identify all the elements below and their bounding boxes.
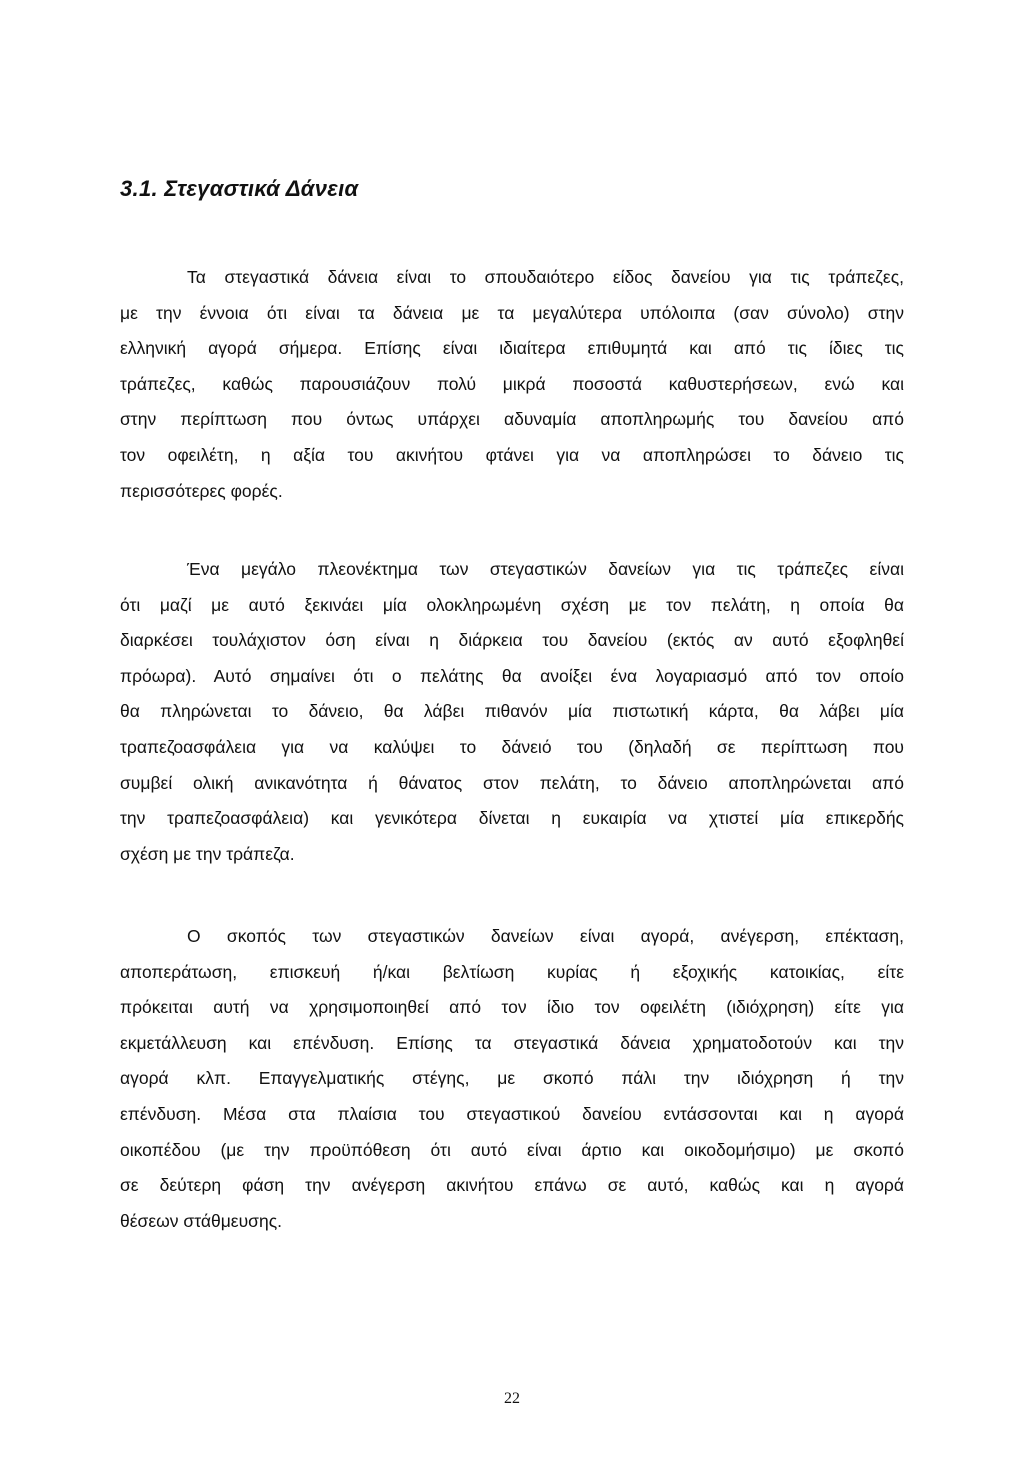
text-line: Τα στεγαστικά δάνεια είναι το σπουδαιότερο είδος δανείου για τις τράπεζες, <box>187 267 904 287</box>
text-line: Ένα μεγάλο πλεονέκτημα των στεγαστικών δανείων για τις τράπεζες είναι <box>187 559 904 579</box>
text-line: σε δεύτερη φάση την ανέγερση ακινήτου επάνω σε αυτό, καθώς και η αγορά <box>120 1175 904 1196</box>
paragraph-1 <box>120 260 904 509</box>
text-line: ότι μαζί με αυτό ξεκινάει μία ολοκληρωμένη σχέση με τον πελάτη, η οποία θα <box>120 594 904 615</box>
text-line: ελληνική αγορά σήμερα. Επίσης είναι ιδιαίτερα επιθυμητά και από τις ίδιες τις <box>120 338 904 359</box>
text-line: εκμετάλλευση και επένδυση. Επίσης τα στεγαστικά δάνεια χρηματοδοτούν και την <box>120 1032 904 1053</box>
text-line: πρόκειται αυτή να χρησιμοποιηθεί από τον ίδιο τον οφειλέτη (ιδιόχρηση) είτε για <box>120 997 904 1018</box>
text-line: στην περίπτωση που όντως υπάρχει αδυναμία αποπληρωμής του δανείου από <box>120 409 904 430</box>
text-line: σχέση με την τράπεζα. <box>120 843 295 864</box>
text-line: επένδυση. Μέσα στα πλαίσια του στεγαστικού δανείου εντάσσονται και η αγορά <box>120 1103 904 1124</box>
text-line: την τραπεζοασφάλεια) και γενικότερα δίνεται η ευκαιρία να χτιστεί μία επικερδής <box>120 808 904 829</box>
paragraph-3 <box>120 919 904 1239</box>
text-line: με την έννοια ότι είναι τα δάνεια με τα μεγαλύτερα υπόλοιπα (σαν σύνολο) στην <box>120 302 904 323</box>
text-line: συμβεί ολική ανικανότητα ή θάνατος στον πελάτη, το δάνειο αποπληρώνεται από <box>120 772 904 793</box>
text-line: τράπεζες, καθώς παρουσιάζουν πολύ μικρά ποσοστά καθυστερήσεων, ενώ και <box>120 373 904 394</box>
text-line: διαρκέσει τουλάχιστον όση είναι η διάρκεια του δανείου (εκτός αν αυτό εξοφληθεί <box>120 630 904 651</box>
text-line: θέσεων στάθμευσης. <box>120 1210 283 1231</box>
text-line: τραπεζοασφάλεια για να καλύψει το δάνειό του (δηλαδή σε περίπτωση που <box>120 736 904 757</box>
text-line: οικοπέδου (με την προϋπόθεση ότι αυτό είναι άρτιο και οικοδομήσιμο) με σκοπό <box>120 1139 904 1160</box>
paragraph-2 <box>120 552 904 872</box>
page-number: 22 <box>504 1390 520 1407</box>
text-line: θα πληρώνεται το δάνειο, θα λάβει πιθανόν μία πιστωτική κάρτα, θα λάβει μία <box>120 701 904 722</box>
text-line: Ο σκοπός των στεγαστικών δανείων είναι αγορά, ανέγερση, επέκταση, <box>187 926 904 946</box>
text-line: αγορά κλπ. Επαγγελματικής στέγης, με σκοπό πάλι την ιδιόχρηση ή την <box>120 1068 904 1089</box>
text-line: πρόωρα). Αυτό σημαίνει ότι ο πελάτης θα ανοίξει ένα λογαριασμό από τον οποίο <box>120 665 904 686</box>
text-line: περισσότερες φορές. <box>120 480 283 501</box>
text-line: αποπεράτωση, επισκευή ή/και βελτίωση κυρίας ή εξοχικής κατοικίας, είτε <box>120 961 904 982</box>
section-heading: 3.1. Στεγαστικά Δάνεια <box>120 176 359 201</box>
text-line: τον οφειλέτη, η αξία του ακινήτου φτάνει για να αποπληρώσει το δάνειο τις <box>120 444 904 465</box>
